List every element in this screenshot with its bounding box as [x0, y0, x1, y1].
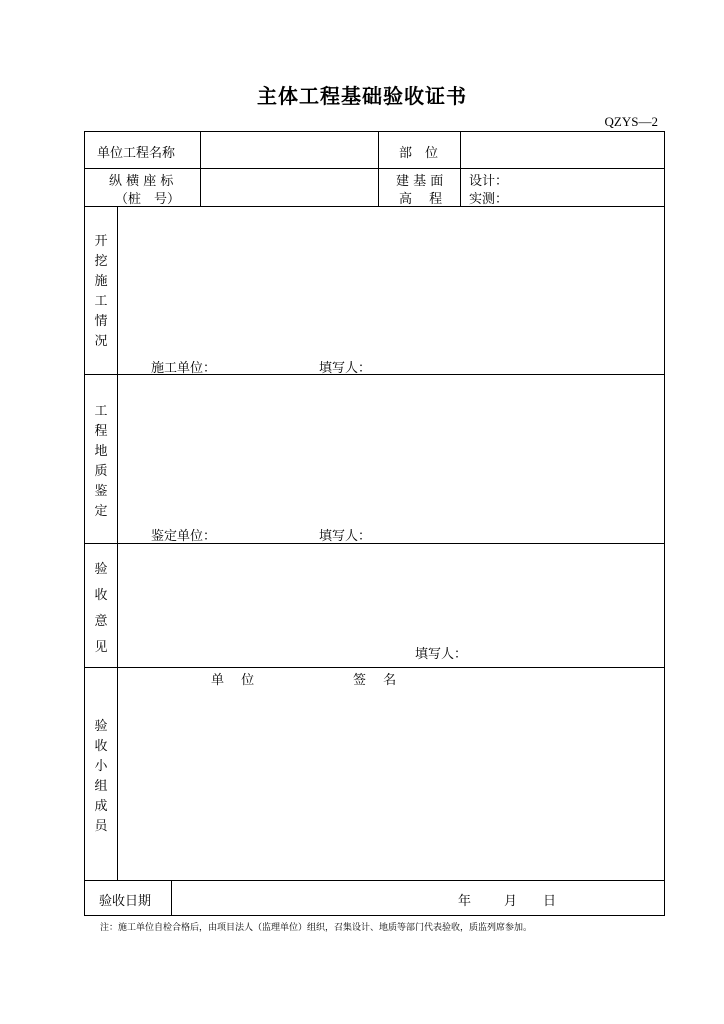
excavation-filler-label: 填写人： — [319, 361, 372, 376]
group-members-field[interactable] — [119, 688, 662, 878]
month-label: 月 — [504, 894, 518, 909]
column-divider — [171, 880, 172, 916]
row-divider — [85, 168, 664, 169]
column-divider — [378, 132, 379, 206]
coordinate-label: 纵 横 座 标 — [109, 174, 174, 189]
opinion-notes-field[interactable] — [119, 545, 662, 641]
appraisal-unit-label: 鉴定单位： — [151, 529, 217, 544]
part-label: 部 位 — [399, 146, 439, 161]
part-field[interactable] — [462, 134, 662, 166]
station-label: （桩 号） — [115, 192, 181, 207]
unit-project-name-label: 单位工程名称 — [97, 146, 176, 161]
form-code: QZYS—2 — [604, 114, 658, 129]
unit-column-header: 单 位 — [211, 673, 255, 688]
design-elevation-label: 设计： — [469, 174, 509, 189]
geology-filler-label: 填写人： — [319, 529, 372, 544]
coordinate-field[interactable] — [202, 170, 376, 204]
label-column-divider — [117, 206, 118, 880]
year-label: 年 — [458, 894, 472, 909]
acceptance-date-label: 验收日期 — [99, 894, 152, 909]
signature-column-header: 签 名 — [353, 673, 397, 688]
footnote: 注：施工单位自检合格后，由项目法人（监理单位）组织，召集设计、地质等部门代表验收，质监列席参加。 — [100, 923, 533, 933]
row-divider — [85, 667, 664, 668]
opinion-section-label: 验收意见 — [94, 562, 108, 655]
excavation-section-label: 开挖施工情况 — [94, 234, 108, 349]
unit-project-name-field[interactable] — [202, 134, 376, 166]
geology-section-label: 工程地质鉴定 — [94, 404, 108, 519]
column-divider — [200, 132, 201, 206]
geology-notes-field[interactable] — [119, 376, 662, 522]
excavation-notes-field[interactable] — [119, 208, 662, 354]
elevation-label: 高 程 — [399, 192, 443, 207]
measured-elevation-label: 实测： — [469, 192, 509, 207]
column-divider — [460, 132, 461, 206]
day-label: 日 — [543, 894, 557, 909]
page-title: 主体工程基础验收证书 — [257, 84, 467, 108]
foundation-label: 建 基 面 — [396, 174, 444, 189]
construction-company-label: 施工单位： — [151, 361, 217, 376]
opinion-filler-label: 填写人： — [415, 647, 468, 662]
group-section-label: 验收小组成员 — [94, 719, 108, 834]
acceptance-form — [84, 131, 665, 916]
